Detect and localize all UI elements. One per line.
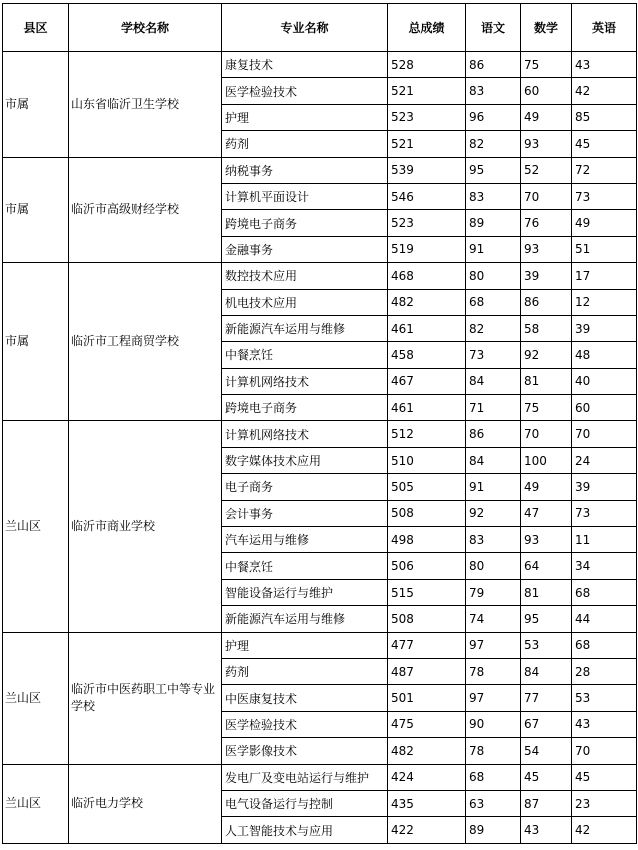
chinese-cell: 97 <box>466 685 521 711</box>
english-cell: 44 <box>572 606 637 632</box>
major-cell: 跨境电子商务 <box>222 210 388 236</box>
total-cell: 424 <box>388 764 466 790</box>
total-cell: 506 <box>388 553 466 579</box>
chinese-cell: 89 <box>466 210 521 236</box>
math-cell: 93 <box>521 236 572 262</box>
chinese-cell: 78 <box>466 658 521 684</box>
major-cell: 计算机网络技术 <box>222 421 388 447</box>
math-cell: 60 <box>521 78 572 104</box>
school-cell: 山东省临沂卫生学校 <box>69 52 222 158</box>
chinese-cell: 74 <box>466 606 521 632</box>
header-major: 专业名称 <box>222 4 388 52</box>
math-cell: 70 <box>521 183 572 209</box>
chinese-cell: 86 <box>466 421 521 447</box>
total-cell: 539 <box>388 157 466 183</box>
math-cell: 86 <box>521 289 572 315</box>
math-cell: 87 <box>521 790 572 816</box>
major-cell: 跨境电子商务 <box>222 395 388 421</box>
math-cell: 93 <box>521 527 572 553</box>
chinese-cell: 92 <box>466 500 521 526</box>
total-cell: 458 <box>388 342 466 368</box>
score-table <box>2 3 637 844</box>
math-cell: 100 <box>521 447 572 473</box>
math-cell: 67 <box>521 711 572 737</box>
math-cell: 53 <box>521 632 572 658</box>
english-cell: 72 <box>572 157 637 183</box>
english-cell: 51 <box>572 236 637 262</box>
header-math: 数学 <box>521 4 572 52</box>
chinese-cell: 63 <box>466 790 521 816</box>
english-cell: 53 <box>572 685 637 711</box>
math-cell: 81 <box>521 368 572 394</box>
math-cell: 76 <box>521 210 572 236</box>
english-cell: 43 <box>572 711 637 737</box>
total-cell: 477 <box>388 632 466 658</box>
header-chinese: 语文 <box>466 4 521 52</box>
chinese-cell: 91 <box>466 474 521 500</box>
english-cell: 85 <box>572 104 637 130</box>
major-cell: 护理 <box>222 632 388 658</box>
major-cell: 新能源汽车运用与维修 <box>222 315 388 341</box>
english-cell: 70 <box>572 738 637 764</box>
total-cell: 461 <box>388 315 466 341</box>
math-cell: 75 <box>521 395 572 421</box>
major-cell: 医学检验技术 <box>222 78 388 104</box>
major-cell: 计算机平面设计 <box>222 183 388 209</box>
total-cell: 482 <box>388 738 466 764</box>
school-cell: 临沂市商业学校 <box>69 421 222 632</box>
header-school: 学校名称 <box>69 4 222 52</box>
math-cell: 49 <box>521 474 572 500</box>
major-cell: 汽车运用与维修 <box>222 527 388 553</box>
total-cell: 512 <box>388 421 466 447</box>
english-cell: 28 <box>572 658 637 684</box>
math-cell: 64 <box>521 553 572 579</box>
total-cell: 508 <box>388 606 466 632</box>
math-cell: 75 <box>521 52 572 78</box>
table-row <box>3 157 637 183</box>
major-cell: 计算机网络技术 <box>222 368 388 394</box>
chinese-cell: 83 <box>466 527 521 553</box>
major-cell: 数控技术应用 <box>222 263 388 289</box>
total-cell: 546 <box>388 183 466 209</box>
chinese-cell: 91 <box>466 236 521 262</box>
county-cell: 兰山区 <box>3 764 69 843</box>
total-cell: 501 <box>388 685 466 711</box>
english-cell: 11 <box>572 527 637 553</box>
english-cell: 70 <box>572 421 637 447</box>
math-cell: 92 <box>521 342 572 368</box>
major-cell: 药剂 <box>222 131 388 157</box>
english-cell: 39 <box>572 474 637 500</box>
table-row <box>3 263 637 289</box>
total-cell: 521 <box>388 131 466 157</box>
major-cell: 金融事务 <box>222 236 388 262</box>
math-cell: 52 <box>521 157 572 183</box>
math-cell: 81 <box>521 579 572 605</box>
table-row <box>3 764 637 790</box>
chinese-cell: 89 <box>466 817 521 843</box>
total-cell: 475 <box>388 711 466 737</box>
english-cell: 42 <box>572 78 637 104</box>
english-cell: 45 <box>572 764 637 790</box>
math-cell: 45 <box>521 764 572 790</box>
math-cell: 84 <box>521 658 572 684</box>
county-cell: 市属 <box>3 157 69 263</box>
major-cell: 机电技术应用 <box>222 289 388 315</box>
total-cell: 519 <box>388 236 466 262</box>
major-cell: 纳税事务 <box>222 157 388 183</box>
table-row <box>3 421 637 447</box>
header-english: 英语 <box>572 4 637 52</box>
school-cell: 临沂电力学校 <box>69 764 222 843</box>
english-cell: 40 <box>572 368 637 394</box>
chinese-cell: 95 <box>466 157 521 183</box>
english-cell: 68 <box>572 579 637 605</box>
chinese-cell: 73 <box>466 342 521 368</box>
math-cell: 43 <box>521 817 572 843</box>
major-cell: 中餐烹饪 <box>222 342 388 368</box>
total-cell: 467 <box>388 368 466 394</box>
math-cell: 58 <box>521 315 572 341</box>
total-cell: 468 <box>388 263 466 289</box>
school-cell: 临沂市工程商贸学校 <box>69 263 222 421</box>
chinese-cell: 82 <box>466 315 521 341</box>
english-cell: 39 <box>572 315 637 341</box>
english-cell: 60 <box>572 395 637 421</box>
major-cell: 中医康复技术 <box>222 685 388 711</box>
chinese-cell: 82 <box>466 131 521 157</box>
county-cell: 市属 <box>3 263 69 421</box>
major-cell: 电子商务 <box>222 474 388 500</box>
major-cell: 中餐烹饪 <box>222 553 388 579</box>
english-cell: 42 <box>572 817 637 843</box>
total-cell: 422 <box>388 817 466 843</box>
math-cell: 77 <box>521 685 572 711</box>
major-cell: 智能设备运行与维护 <box>222 579 388 605</box>
total-cell: 498 <box>388 527 466 553</box>
total-cell: 487 <box>388 658 466 684</box>
chinese-cell: 90 <box>466 711 521 737</box>
major-cell: 康复技术 <box>222 52 388 78</box>
chinese-cell: 80 <box>466 553 521 579</box>
total-cell: 510 <box>388 447 466 473</box>
math-cell: 49 <box>521 104 572 130</box>
major-cell: 医学检验技术 <box>222 711 388 737</box>
header-total: 总成绩 <box>388 4 466 52</box>
total-cell: 528 <box>388 52 466 78</box>
math-cell: 93 <box>521 131 572 157</box>
english-cell: 49 <box>572 210 637 236</box>
total-cell: 515 <box>388 579 466 605</box>
english-cell: 68 <box>572 632 637 658</box>
major-cell: 药剂 <box>222 658 388 684</box>
english-cell: 73 <box>572 500 637 526</box>
major-cell: 数字媒体技术应用 <box>222 447 388 473</box>
chinese-cell: 68 <box>466 289 521 315</box>
total-cell: 505 <box>388 474 466 500</box>
english-cell: 48 <box>572 342 637 368</box>
english-cell: 73 <box>572 183 637 209</box>
english-cell: 17 <box>572 263 637 289</box>
major-cell: 护理 <box>222 104 388 130</box>
table-row <box>3 52 637 78</box>
chinese-cell: 84 <box>466 447 521 473</box>
chinese-cell: 84 <box>466 368 521 394</box>
table-row <box>3 632 637 658</box>
english-cell: 43 <box>572 52 637 78</box>
chinese-cell: 97 <box>466 632 521 658</box>
english-cell: 24 <box>572 447 637 473</box>
major-cell: 医学影像技术 <box>222 738 388 764</box>
chinese-cell: 80 <box>466 263 521 289</box>
math-cell: 47 <box>521 500 572 526</box>
total-cell: 435 <box>388 790 466 816</box>
english-cell: 34 <box>572 553 637 579</box>
chinese-cell: 86 <box>466 52 521 78</box>
english-cell: 12 <box>572 289 637 315</box>
major-cell: 电气设备运行与控制 <box>222 790 388 816</box>
table-body <box>3 52 637 844</box>
math-cell: 39 <box>521 263 572 289</box>
chinese-cell: 78 <box>466 738 521 764</box>
header-county: 县区 <box>3 4 69 52</box>
chinese-cell: 71 <box>466 395 521 421</box>
english-cell: 45 <box>572 131 637 157</box>
total-cell: 482 <box>388 289 466 315</box>
county-cell: 兰山区 <box>3 632 69 764</box>
major-cell: 新能源汽车运用与维修 <box>222 606 388 632</box>
major-cell: 会计事务 <box>222 500 388 526</box>
county-cell: 兰山区 <box>3 421 69 632</box>
total-cell: 461 <box>388 395 466 421</box>
chinese-cell: 83 <box>466 78 521 104</box>
major-cell: 人工智能技术与应用 <box>222 817 388 843</box>
total-cell: 523 <box>388 210 466 236</box>
math-cell: 70 <box>521 421 572 447</box>
chinese-cell: 96 <box>466 104 521 130</box>
english-cell: 23 <box>572 790 637 816</box>
header-row <box>3 4 637 52</box>
math-cell: 95 <box>521 606 572 632</box>
math-cell: 54 <box>521 738 572 764</box>
county-cell: 市属 <box>3 52 69 158</box>
total-cell: 521 <box>388 78 466 104</box>
chinese-cell: 68 <box>466 764 521 790</box>
major-cell: 发电厂及变电站运行与维护 <box>222 764 388 790</box>
school-cell: 临沂市高级财经学校 <box>69 157 222 263</box>
chinese-cell: 83 <box>466 183 521 209</box>
school-cell: 临沂市中医药职工中等专业学校 <box>69 632 222 764</box>
total-cell: 508 <box>388 500 466 526</box>
total-cell: 523 <box>388 104 466 130</box>
chinese-cell: 79 <box>466 579 521 605</box>
